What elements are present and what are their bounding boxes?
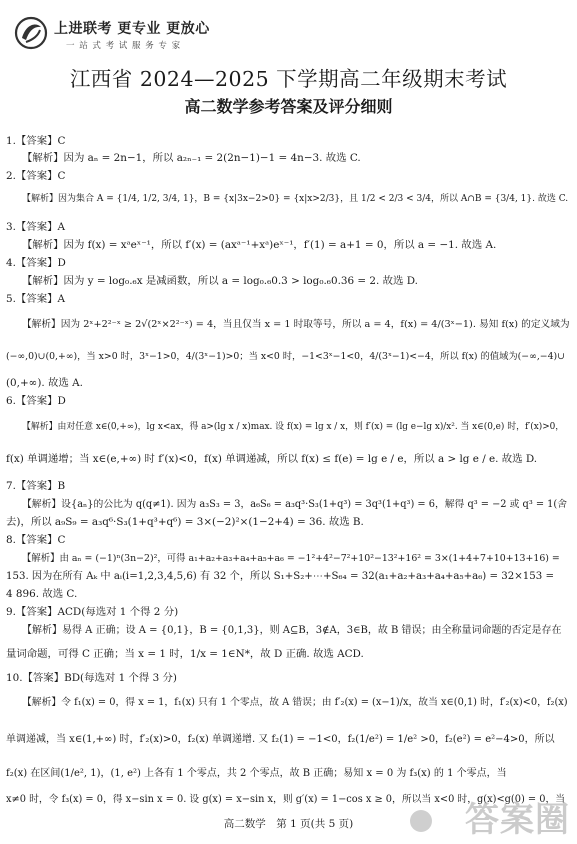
brand-tagline: 一 站 式 考 试 服 务 专 家 — [66, 41, 182, 51]
answer-line: 4.【答案】D — [6, 257, 66, 269]
analysis-line: (−∞,0)∪(0,+∞)，当 x>0 时，3ˣ−1>0，4/(3ˣ−1)>0；当 x<0 时，−1<3ˣ−1<0，4/(3ˣ−1)<−4，所以 f(x) 的值域为(−∞,−4)∪ — [6, 351, 565, 362]
page-footer: 高二数学 第 1 页(共 5 页) — [223, 818, 354, 830]
exam-title: 江西省 2024—2025 下学期高二年级期末考试 — [69, 67, 508, 91]
analysis-line: (0,+∞). 故选 A. — [6, 377, 83, 389]
answer-line: 10.【答案】BD(每选对 1 个得 3 分) — [6, 672, 177, 684]
analysis-line: 【解析】因为 y = log₀.₆x 是减函数，所以 a = log₀.₆0.3 > log₀.₆0.36 = 2. 故选 D. — [22, 275, 418, 287]
answer-line: 7.【答案】B — [6, 480, 66, 492]
answer-line: 3.【答案】A — [6, 221, 65, 233]
analysis-line: 去)，所以 a₉S₉ = a₃q⁶·S₃(1+q³+q⁶) = 3×(−2)²×(1−2+4) = 36. 故选 B. — [6, 516, 364, 528]
answer-line: 9.【答案】ACD(每选对 1 个得 2 分) — [6, 606, 179, 618]
analysis-line: 【解析】因为 f(x) = xᵃeˣ⁻¹，所以 f′(x) = (axᵃ⁻¹+xᵃ)eˣ⁻¹，f′(1) = a+1 = 0，所以 a = −1. 故选 A. — [22, 239, 497, 251]
analysis-line: 【解析】易得 A 正确；设 A = {0,1}，B = {0,1,3}，则 A⊆B，3∉A，3∈B，故 B 错误；由全称量词命题的否定是存在 — [22, 625, 562, 636]
analysis-line: 【解析】因为 aₙ = 2n−1，所以 a₂ₙ₋₁ = 2(2n−1)−1 = 4n−3. 故选 C. — [22, 152, 361, 164]
analysis-line: 【解析】设{aₙ}的公比为 q(q≠1). 因为 a₃S₃ = 3，a₆S₆ = a₃q³·S₃(1+q³) = 3q³(1+q³) = 6，解得 q³ = −2 或 q³ = 1(舍 — [22, 499, 568, 510]
analysis-line: 【解析】因为 2ˣ+2²⁻ˣ ≥ 2√(2ˣ×2²⁻ˣ) = 4，当且仅当 x = 1 时取等号，所以 a = 4，f(x) = 4/(3ˣ−1). 易知 f(x) 的定义域为 — [22, 319, 570, 330]
analysis-line: 【解析】令 f₁(x) = 0，得 x = 1，f₁(x) 只有 1 个零点，故 A 错误；由 f′₂(x) = (x−1)/x，故当 x∈(0,1) 时，f′₂(x)<0，f₂(x) — [22, 697, 568, 708]
analysis-line: 量词命题，可得 C 正确；当 x = 1 时，1/x = 1∈N*，故 D 正确. 故选 ACD. — [6, 648, 364, 660]
watermark-text: 答案圈 — [465, 800, 570, 840]
analysis-line: x≠0 时，令 f₃(x) = 0，得 x−sin x = 0. 设 g(x) = x−sin x，则 g′(x) = 1−cos x ≥ 0，所以当 x<0 时，g(x)<g(0) = 0，当 — [6, 794, 566, 805]
answer-line: 2.【答案】C — [6, 170, 66, 182]
analysis-line: f₂(x) 在区间(1/e², 1)，(1, e²) 上各有 1 个零点，共 2 个零点，故 B 正确；易知 x = 0 为 f₃(x) 的 1 个零点，当 — [6, 768, 507, 779]
analysis-line: f(x) 单调递增；当 x∈(e,+∞) 时 f′(x)<0，f(x) 单调递减，所以 f(x) ≤ f(e) = lg e / e，所以 a > lg e / e. 故选 D. — [6, 453, 538, 465]
brand-mark-icon — [14, 16, 48, 50]
analysis-line: 153. 因为在所有 Aₖ 中 aᵢ(i=1,2,3,4,5,6) 有 32 个，所以 S₁+S₂+⋯+S₆₄ = 32(a₁+a₂+a₃+a₄+a₅+a₆) = 32×153 = — [6, 571, 554, 582]
analysis-line: 【解析】因为集合 A = {1/4, 1/2, 3/4, 1}，B = {x|3x−2>0} = {x|x>2/3}，且 1/2 < 2/3 < 3/4，所以 A∩B = {3/4, 1}. 故选 C. — [22, 194, 569, 204]
analysis-line: 【解析】由对任意 x∈(0,+∞)，lg x<ax，得 a>(lg x / x)max. 设 f(x) = lg x / x，则 f′(x) = (lg e−lg x)/x². 当 x∈(0,e) 时，f′(x)>0， — [22, 422, 565, 432]
brand-name: 上进联考 更专业 更放心 — [54, 21, 210, 37]
exam-subtitle: 高二数学参考答案及评分细则 — [184, 97, 393, 116]
analysis-line: 【解析】由 aₙ = (−1)ⁿ(3n−2)²，可得 a₁+a₂+a₃+a₄+a₅+a₆ = −1²+4²−7²+10²−13²+16² = 3×(1+4+7+10+13+16) = — [22, 553, 560, 564]
watermark — [410, 786, 570, 842]
answer-line: 5.【答案】A — [6, 293, 65, 305]
answer-line: 8.【答案】C — [6, 534, 66, 546]
analysis-line: 单调递减，当 x∈(1,+∞) 时，f′₂(x)>0，f₂(x) 单调递增. 又 f₂(1) = −1<0，f₂(1/e²) = 1/e² >0，f₂(e²) = e²−4>0，所以 — [6, 734, 555, 745]
answer-line: 6.【答案】D — [6, 395, 66, 407]
brand-logo — [14, 14, 214, 54]
answer-line: 1.【答案】C — [6, 135, 66, 147]
analysis-line: 4 896. 故选 C. — [6, 588, 78, 600]
